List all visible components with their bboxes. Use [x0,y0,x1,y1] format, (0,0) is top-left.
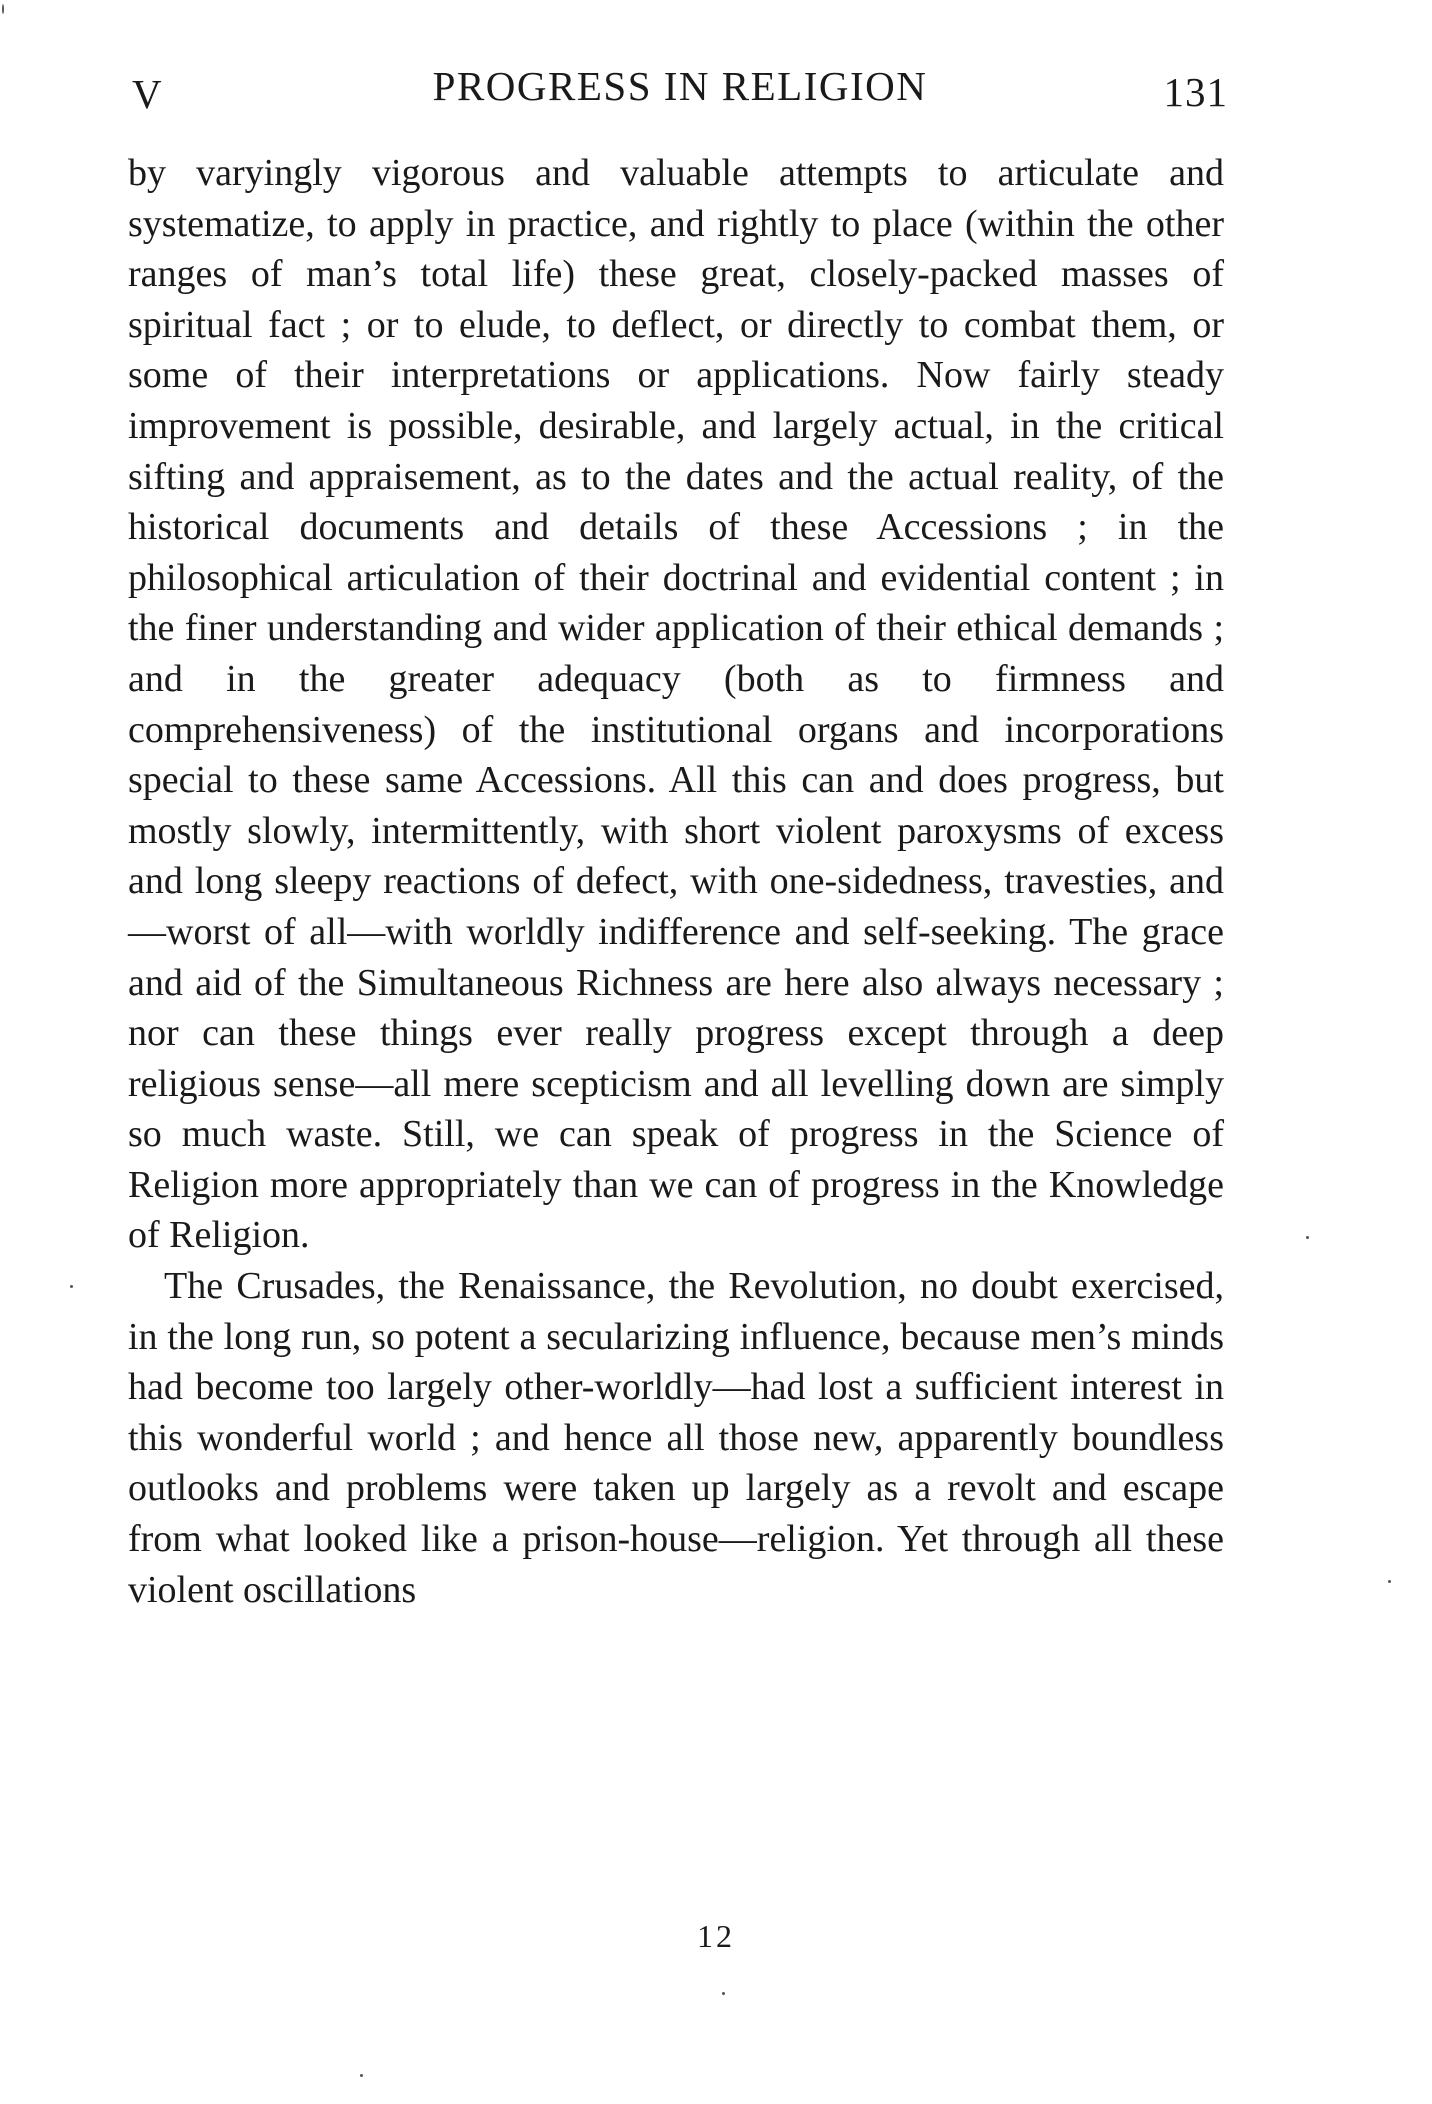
scan-speck [1306,1236,1309,1239]
running-header [132,62,1228,122]
scan-speck [2,4,4,14]
body-text [128,148,1224,1615]
page-number: 131 [1163,69,1228,115]
scan-speck [722,1992,725,1995]
signature-mark: 12 [697,1918,735,1954]
paragraph-continued: by varyingly vigorous and valuable attempts to articulate and systematize, to apply in practice, and rightly to place (within the other ranges of man’s total life) these great, closely-packed masses of spiritual fact ; or to elude, to deflect, or directly to combat them, or some of their interpretations or applications. Now fairly steady improvement is possible, desirable, and largely actual, in the critical sifting and appraisement, as to the dates and the actual reality, of the historical documents and details of these Accessions ; in the philosophical articulation of their doctrinal and evidential content ; in the finer understanding and wider application of their ethical demands ; and in the greater adequacy (both as to firmness and comprehensiveness) of the institutional organs and incorporations special to these same Accessions. All this can and does progress, but mostly slowly, intermittently, with short violent paroxysms of excess and long sleepy reactions of defect, with one-sidedness, travesties, and—worst of all—with worldly indifference and self-seeking. The grace and aid of the Simultaneous Richness are here also always necessary ; nor can these things ever really progress except through a deep religious sense—all mere scepticism and all levelling down are simply so much waste. Still, we can speak of progress in the Science of Religion more appropriately than we can of progress in the Knowledge of Religion. [128,152,1224,1257]
running-title: PROGRESS IN RELIGION [432,63,928,109]
scan-speck [1388,1580,1391,1583]
chapter-number: V [132,71,163,117]
scan-speck [360,2074,363,2077]
scan-speck [70,1285,73,1288]
paragraph: The Crusades, the Renaissance, the Revolution, no doubt exercised, in the long run, so potent a secularizing influence, because men’s minds had become too largely other-worldly—had lost a sufficient interest in this wonderful world ; and hence all those new, apparently boundless outlooks and problems were taken up largely as a revolt and escape from what looked like a prison-house—religion. Yet through all these violent oscillations [128,1265,1224,1611]
